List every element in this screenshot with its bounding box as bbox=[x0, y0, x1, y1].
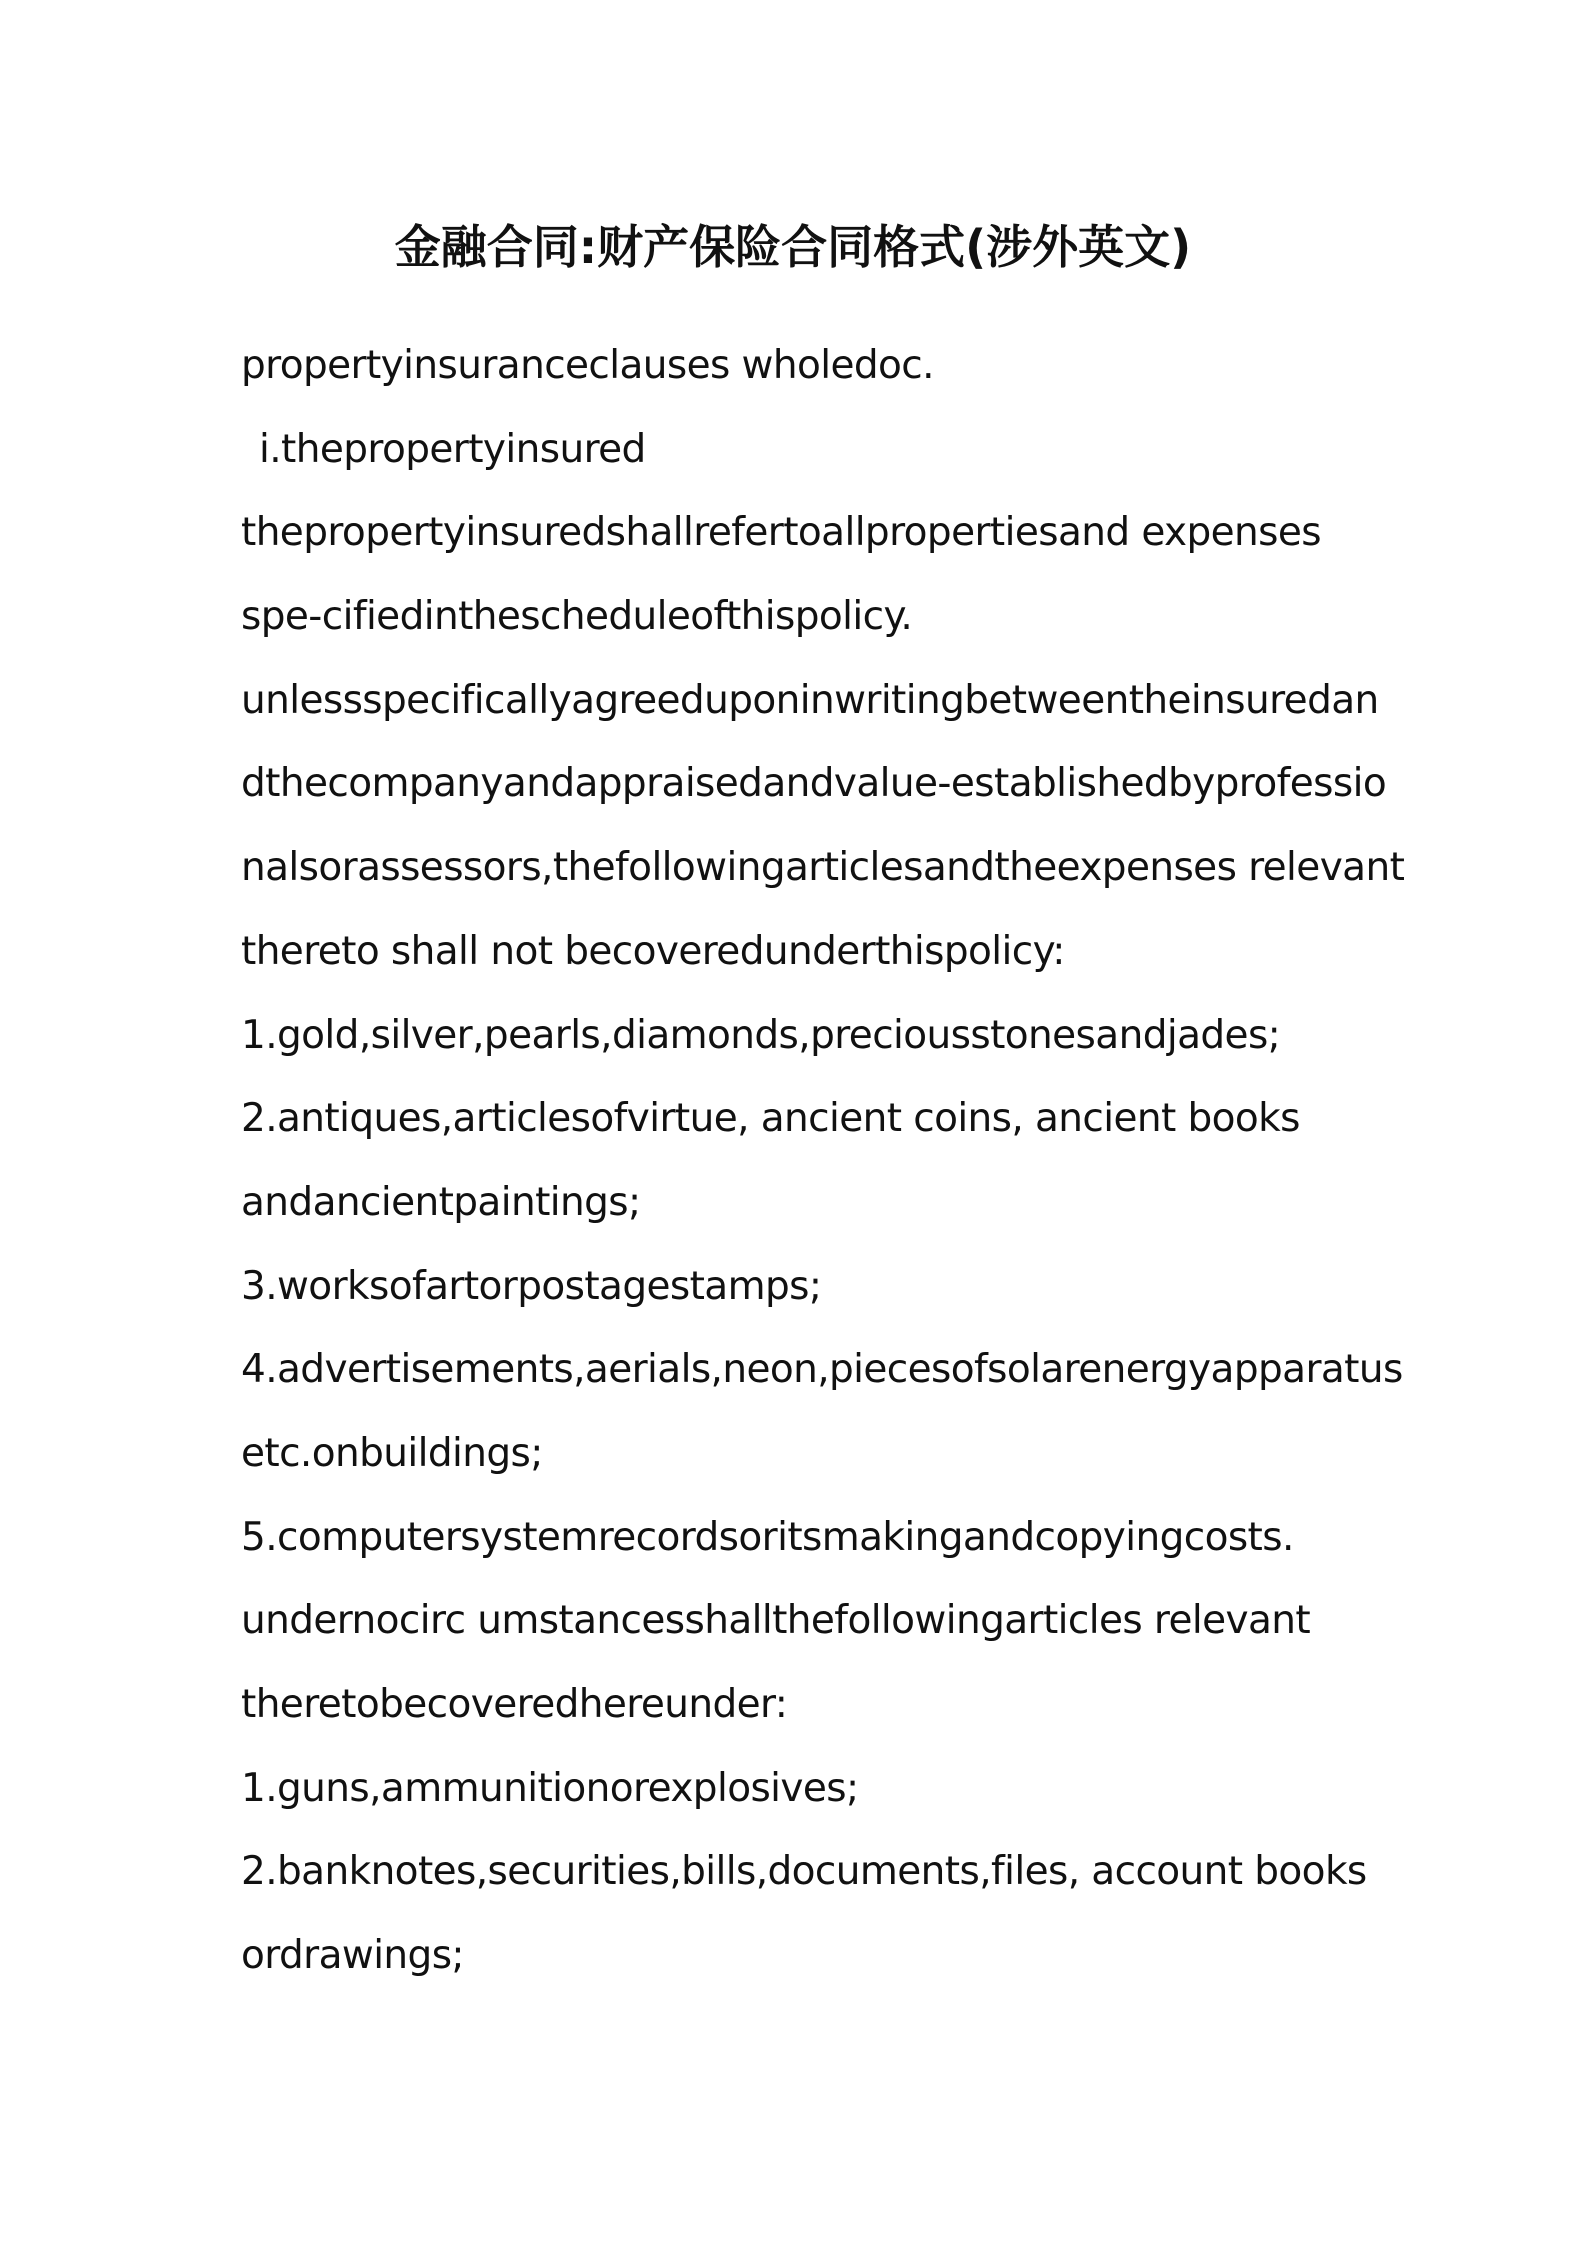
section-heading: i.thepropertyinsured bbox=[259, 426, 646, 472]
list-item: 5.computersystemrecordsoritsmakingandcopyingcosts. bbox=[241, 1514, 1294, 1560]
list-item: 1.gold,silver,pearls,diamonds,preciousstonesandjades; bbox=[241, 1012, 1281, 1058]
paragraph-line: nalsorassessors,thefollowingarticlesandtheexpenses relevant bbox=[241, 845, 1405, 891]
list-item: 1.guns,ammunitionorexplosives; bbox=[241, 1765, 859, 1811]
paragraph-line: theretobecoveredhereunder: bbox=[241, 1682, 788, 1727]
paragraph-line: unlessspecificallyagreeduponinwritingbetweentheinsuredan bbox=[241, 677, 1379, 723]
paragraph-line: dthecompanyandappraisedandvalue-establishedbyprofessio bbox=[241, 761, 1387, 807]
list-item: 2.antiques,articlesofvirtue, ancient coins, ancient books bbox=[241, 1096, 1300, 1142]
paragraph-line: thepropertyinsuredshallrefertoallpropertiesand expenses bbox=[241, 510, 1322, 556]
list-item-continuation: andancientpaintings; bbox=[241, 1179, 641, 1225]
list-item-continuation: etc.onbuildings; bbox=[241, 1430, 543, 1476]
paragraph-line: spe-cifiedinthescheduleofthispolicy. bbox=[241, 594, 913, 640]
document-title: 金融合同:财产保险合同格式(涉外英文) bbox=[394, 220, 1192, 274]
list-item-continuation: ordrawings; bbox=[241, 1933, 464, 1979]
paragraph-line: propertyinsuranceclauses wholedoc. bbox=[241, 343, 934, 388]
list-item: 2.banknotes,securities,bills,documents,files, account books bbox=[241, 1849, 1367, 1895]
paragraph-line: thereto shall not becoveredunderthispolicy: bbox=[241, 928, 1065, 974]
paragraph-line: undernocirc umstancesshallthefollowingarticles relevant bbox=[241, 1598, 1311, 1644]
document-body bbox=[241, 324, 1405, 1998]
list-item: 3.worksofartorpostagestamps; bbox=[241, 1263, 822, 1309]
list-item: 4.advertisements,aerials,neon,piecesofsolarenergyapparatus bbox=[241, 1347, 1403, 1393]
